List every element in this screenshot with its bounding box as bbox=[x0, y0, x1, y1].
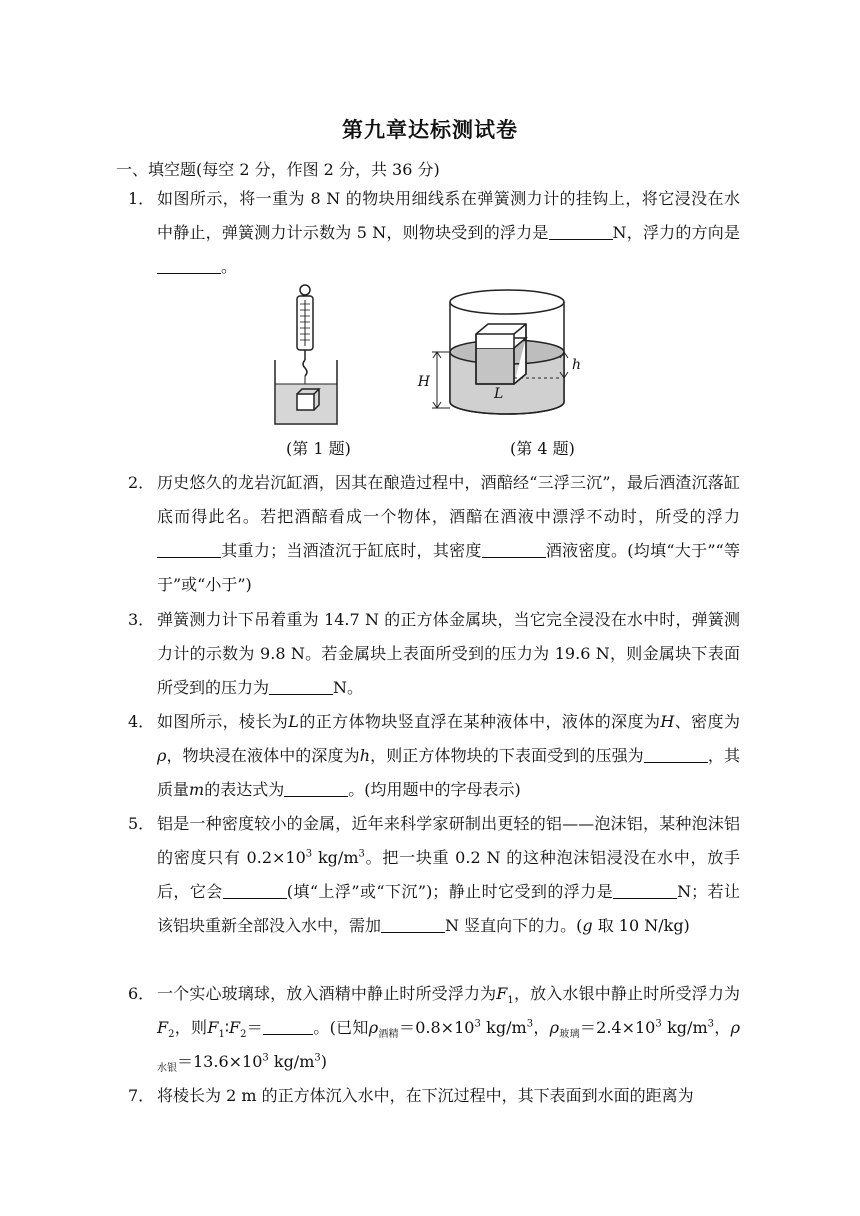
label-h: h bbox=[572, 357, 582, 373]
answer-blank[interactable] bbox=[223, 882, 287, 899]
answer-blank[interactable] bbox=[644, 746, 708, 763]
question-number: 1． bbox=[128, 189, 155, 208]
question-2 bbox=[128, 466, 740, 602]
question-4 bbox=[128, 705, 740, 807]
question-text: 如图所示，棱长为L的正方体物块竖直浮在某种液体中，液体的深度为H、密度为ρ，物块浸在液体中的深度为h，则正方体物块的下表面受到的压强为 ，其质量m的表达式为 。(均用题中的字母表示) bbox=[157, 712, 740, 799]
label-L: L bbox=[494, 386, 504, 402]
figure-1-caption: (第 1 题) bbox=[286, 439, 351, 458]
question-number: 3． bbox=[128, 610, 155, 629]
answer-blank[interactable] bbox=[284, 780, 348, 797]
answer-blank[interactable] bbox=[549, 223, 613, 240]
label-H: H bbox=[417, 374, 430, 390]
answer-blank[interactable] bbox=[482, 541, 546, 558]
question-text: 将棱长为 2 m 的正方体沉入水中，在下沉过程中，其下表面到水面的距离为 bbox=[157, 1086, 694, 1105]
question-number: 2． bbox=[128, 473, 155, 492]
page-title: 第九章达标测试卷 bbox=[342, 118, 518, 142]
question-number: 6． bbox=[128, 984, 155, 1003]
question-3 bbox=[128, 603, 740, 705]
spring-scale-figure bbox=[275, 285, 337, 424]
answer-blank[interactable] bbox=[269, 678, 333, 695]
question-7 bbox=[128, 1079, 740, 1113]
question-text: 历史悠久的龙岩沉缸酒，因其在酿造过程中，酒醅经“三浮三沉”，最后酒渣沉落缸底而得此名。若把酒醅看成一个物体，酒醅在酒液中漂浮不动时，所受的浮力其重力；当酒渣沉于缸底时，其密度 酒液密度。(均填“大于”“等于”或“小于”) bbox=[157, 473, 740, 594]
section-heading: 一、填空题(每空 2 分，作图 2 分，共 36 分) bbox=[116, 160, 440, 179]
question-text: 如图所示，将一重为 8 N 的物块用细线系在弹簧测力计的挂钩上，将它浸没在水中静止，弹簧测力计示数为 5 N，则物块受到的浮力是 N，浮力的方向是。 bbox=[157, 189, 740, 276]
figures-area bbox=[0, 282, 860, 462]
answer-blank[interactable] bbox=[613, 882, 677, 899]
question-text: 弹簧测力计下吊着重为 14.7 N 的正方体金属块，当它完全浸没在水中时，弹簧测力计的示数为 9.8 N。若金属块上表面所受到的压力为 19.6 N，则金属块下表面所受到的压力为 N。 bbox=[157, 610, 740, 697]
question-5 bbox=[128, 807, 740, 943]
answer-blank[interactable] bbox=[263, 1018, 313, 1035]
answer-blank[interactable] bbox=[157, 257, 221, 274]
answer-blank[interactable] bbox=[381, 916, 445, 933]
question-text: 铝是一种密度较小的金属，近年来科学家研制出更轻的铝——泡沫铝，某种泡沫铝的密度只有 $0.2\times 10^3$ $kg/m^3$。把一块重 0.2 N 的这种泡沫铝浸没在水中，放手后，它会 (填“上浮”或“下沉”)；静止时它受到的浮力是 N；若让该铝块重新全部没入水中，需加 N 竖直向下的力。(g 取 10 N/kg) bbox=[157, 814, 740, 935]
answer-blank[interactable] bbox=[157, 541, 221, 558]
question-6 bbox=[128, 977, 740, 1079]
figure-4-caption: (第 4 题) bbox=[510, 439, 575, 458]
question-number: 4． bbox=[128, 712, 155, 731]
question-1 bbox=[128, 182, 740, 284]
question-text: 一个实心玻璃球，放入酒精中静止时所受浮力为$F_1$，放入水银中静止时所受浮力为$F_2$，则$F_1∶F_2=$ 。(已知$\rho_{酒精}=0.8\times 10^3$ $kg/m^3$，$\rho_{玻璃}=2.4\times 10^3$ $kg/m^3$，$\rho_{水银}=13.6\times 10^3$ $kg/m^3$) bbox=[157, 984, 740, 1075]
question-number: 5． bbox=[128, 814, 155, 833]
question-number: 7． bbox=[128, 1086, 155, 1105]
